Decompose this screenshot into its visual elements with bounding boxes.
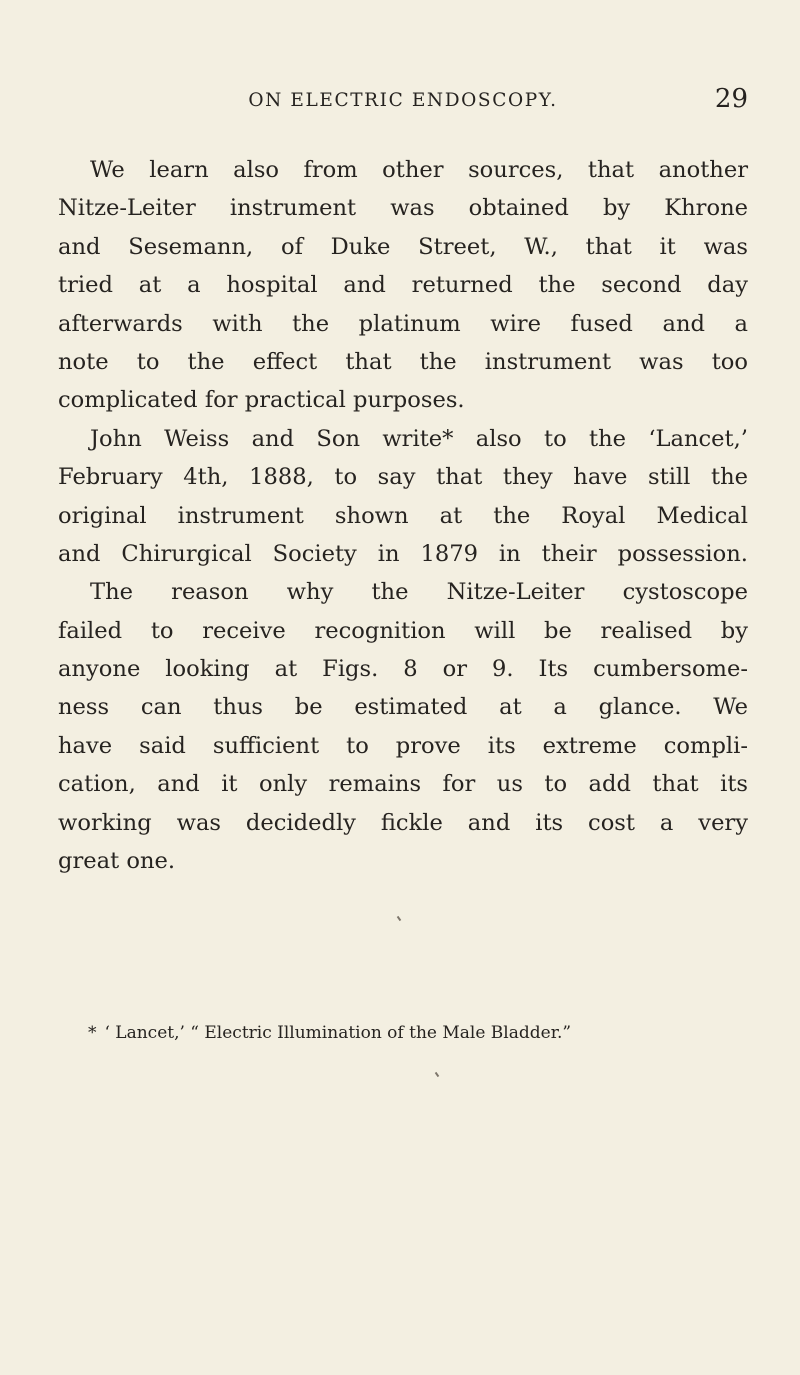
text-line: ness can thus be estimated at a glance. We — [58, 694, 748, 721]
text-line: John Weiss and Son write* also to the ‘Lancet,’ — [90, 425, 748, 452]
text-line: Nitze-Leiter instrument was obtained by Khrone — [58, 195, 748, 222]
text-line: cation, and it only remains for us to add that its — [58, 771, 748, 798]
body-text — [58, 151, 748, 880]
text-line: working was decidedly fickle and its cost a very — [58, 809, 748, 836]
ink-speck — [397, 916, 402, 921]
ink-speck — [435, 1072, 440, 1077]
text-line: have said sufficient to prove its extreme compli- — [58, 732, 748, 759]
text-line: original instrument shown at the Royal Medical — [58, 502, 748, 529]
text-line: and Chirurgical Society in 1879 in their possession. — [58, 540, 748, 567]
footnote-text: ‘ Lancet,’ “ Electric Illumination of the Male Bladder.” — [104, 1023, 572, 1043]
text-line: and Sesemann, of Duke Street, W., that it was — [58, 233, 748, 260]
running-head — [58, 84, 748, 120]
text-line: complicated for practical purposes. — [58, 387, 465, 414]
text-line: We learn also from other sources, that another — [90, 157, 748, 183]
text-line: tried at a hospital and returned the second day — [58, 272, 748, 299]
text-line: February 4th, 1888, to say that they have still the — [58, 464, 748, 491]
text-line: note to the effect that the instrument was too — [58, 348, 748, 375]
footnote-marker: * — [88, 1023, 97, 1043]
text-line: afterwards with the platinum wire fused and a — [58, 310, 748, 337]
footnote — [88, 1023, 748, 1043]
page-number: 29 — [714, 84, 748, 114]
text-line: anyone looking at Figs. 8 or 9. Its cumbersome- — [58, 656, 748, 683]
running-title: ON ELECTRIC ENDOSCOPY. — [248, 90, 558, 111]
text-line: great one. — [58, 848, 176, 875]
text-line: failed to receive recognition will be realised by — [58, 617, 748, 644]
text-line: The reason why the Nitze-Leiter cystoscope — [90, 579, 748, 606]
